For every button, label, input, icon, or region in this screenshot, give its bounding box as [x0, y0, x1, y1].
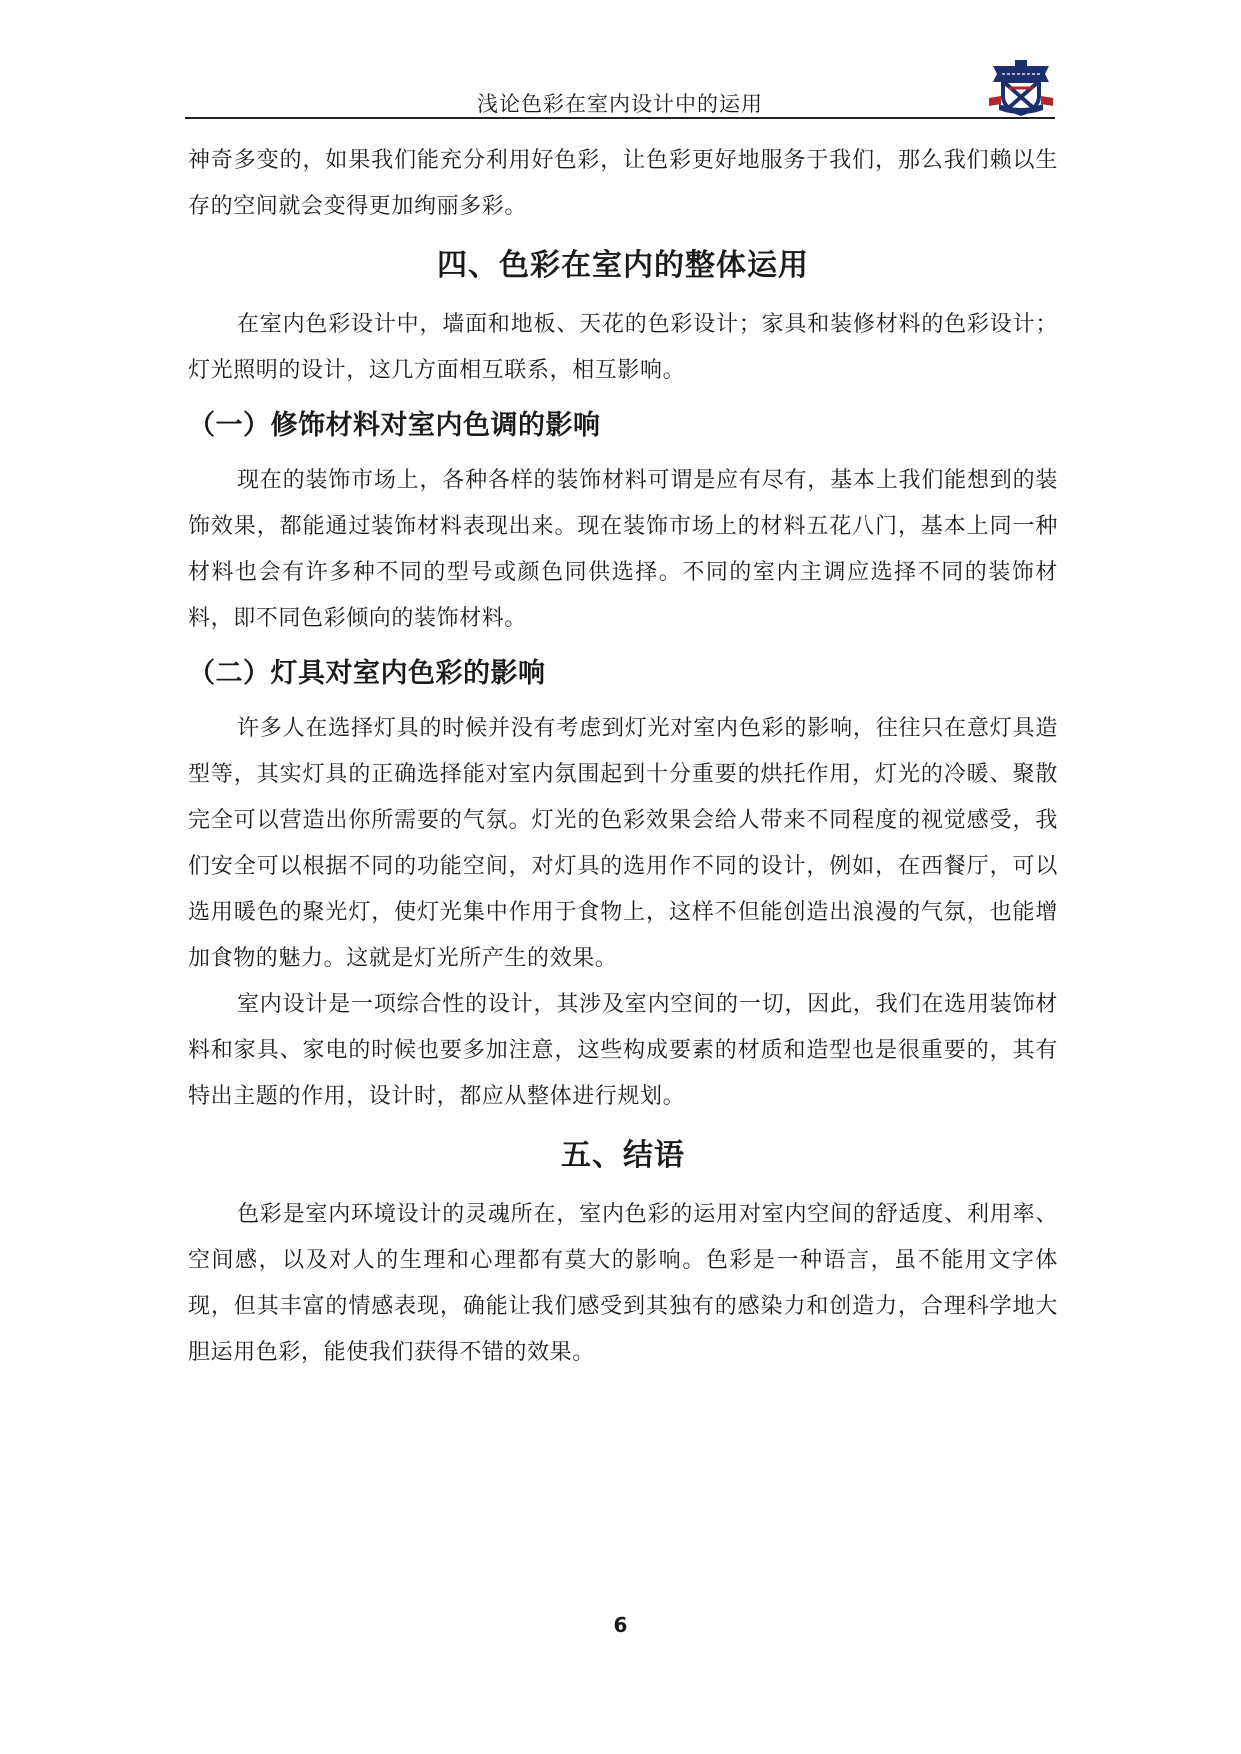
- page-number: 6: [613, 1613, 628, 1637]
- header-title: 浅论色彩在室内设计中的运用: [477, 92, 763, 116]
- section-heading-4: 四、色彩在室内的整体运用: [437, 248, 809, 283]
- paragraph-lighting: 许多人在选择灯具的时候并没有考虑到灯光对室内色彩的影响，往往只在意灯具造型等，其实灯具的正确选择能对室内氛围起到十分重要的烘托作用，灯光的冷暖、聚散完全可以营造出你所需要的气氛。灯光的色彩效果会给人带来不同程度的视觉感受，我们安全可以根据不同的功能空间，对灯具的选用作不同的设计，例如，在西餐厅，可以选用暖色的聚光灯，使灯光集中作用于食物上，这样不但能创造出浪漫的气氛，也能增加食物的魅力。这就是灯光所产生的效果。: [188, 716, 1058, 971]
- paragraph-intro: 在室内色彩设计中，墙面和地板、天花的色彩设计；家具和装修材料的色彩设计；灯光照明的设计，这几方面相互联系，相互影响。: [188, 312, 1058, 383]
- university-crest-logo: [987, 52, 1055, 118]
- subsection-heading-2: （二）灯具对室内色彩的影响: [188, 658, 546, 689]
- document-body: [188, 138, 1058, 1376]
- paragraph-conclusion: 色彩是室内环境设计的灵魂所在，室内色彩的运用对室内空间的舒适度、利用率、空间感，以及对人的生理和心理都有莫大的影响。色彩是一种语言，虽不能用文字体现，但其丰富的情感表现，确能让我们感受到其独有的感染力和创造力，合理科学地大胆运用色彩，能使我们获得不错的效果。: [188, 1202, 1058, 1365]
- paragraph-materials: 现在的装饰市场上，各种各样的装饰材料可谓是应有尽有，基本上我们能想到的装饰效果，都能通过装饰材料表现出来。现在装饰市场上的材料五花八门，基本上同一种材料也会有许多种不同的型号或颜色同供选择。不同的室内主调应选择不同的装饰材料，即不同色彩倾向的装饰材料。: [188, 468, 1058, 631]
- paragraph-continued: 神奇多变的，如果我们能充分利用好色彩，让色彩更好地服务于我们，那么我们赖以生存的空间就会变得更加绚丽多彩。: [188, 148, 1058, 219]
- page-header: [185, 60, 1055, 119]
- paragraph-overall-design: 室内设计是一项综合性的设计，其涉及室内空间的一切，因此，我们在选用装饰材料和家具、家电的时候也要多加注意，这些构成要素的材质和造型也是很重要的，其有特出主题的作用，设计时，都应从整体进行规划。: [188, 992, 1058, 1109]
- section-heading-5: 五、结语: [561, 1138, 685, 1173]
- subsection-heading-1: （一）修饰材料对室内色调的影响: [188, 410, 601, 441]
